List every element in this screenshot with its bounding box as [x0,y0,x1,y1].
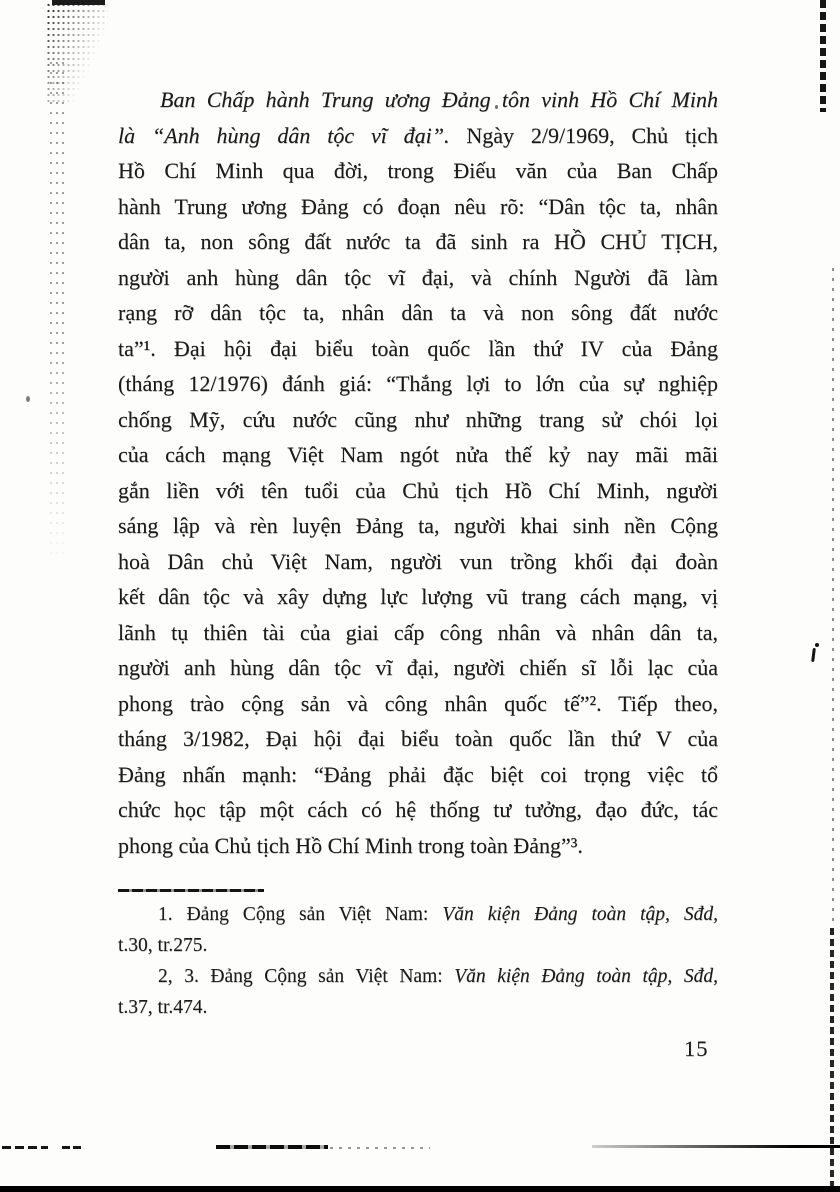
scan-dash-bottom-2 [62,1146,83,1149]
scan-bottom-bar [0,1186,840,1192]
text-segment: phong của Chủ tịch Hồ Chí Minh trong toàn Đảng”³. [118,832,583,858]
text-segment: Ban Chấp hành Trung ương Đảng tôn vinh Hồ Chí Minh [160,87,718,112]
text-line [118,615,718,651]
text-segment: t.37, tr.474. [118,997,208,1018]
footnote-line [118,992,718,1023]
text-line [118,792,718,828]
scan-dots-right-upper [832,268,834,928]
text-segment: của cách mạng Việt Nam ngót nửa thế kỷ nay mãi mãi [118,442,718,467]
text-line [118,153,718,189]
text-segment: hoà Dân chủ Việt Nam, người vun trồng khối đại đoàn [118,548,718,574]
text-segment: Hồ Chí Minh qua đời, trong Điếu văn của Ban Chấp [118,158,718,183]
page-number: 15 [684,1036,709,1061]
scan-ink-stroke [811,648,816,662]
text-segment: 1. Đảng Cộng sản Việt Nam: [158,904,443,925]
scan-dash-bottom-4 [330,1147,430,1149]
text-segment: người anh hùng dân tộc vĩ đại, người chiến sĩ lỗi lạc của [118,655,718,680]
text-line [118,260,718,296]
text-line [118,366,718,402]
scan-dash-top-right [820,0,826,112]
text-line [118,508,718,544]
text-segment: rạng rỡ dân tộc ta, nhân dân ta và non sông đất nước [118,300,718,325]
footnote-separator [118,889,264,892]
text-line [118,544,718,580]
text-line [118,82,718,118]
scan-ink-mark-right [810,643,819,664]
text-line [118,118,718,154]
text-line [118,437,718,473]
scan-speck-left [26,396,30,402]
text-segment: hành Trung ương Đảng có đoạn nêu rõ: “Dân tộc ta, nhân [118,193,718,219]
text-segment: t.30, tr.275. [118,935,208,956]
text-segment: phong trào cộng sản và công nhân quốc tế”². Tiếp theo, [118,690,718,716]
text-segment: ta”¹. Đại hội đại biểu toàn quốc lần thứ IV của Đảng [118,335,718,361]
text-segment: lãnh tụ thiên tài của giai cấp công nhân và nhân dân ta, [118,619,718,645]
text-segment: Văn kiện Đảng toàn tập, Sđd, [442,904,719,925]
scan-dash-bottom-5 [592,1145,840,1148]
text-segment: chống Mỹ, cứu nước cũng như những trang sử chói lọi [118,406,718,432]
scan-dash-bottom-3 [216,1145,328,1149]
text-line [118,579,718,615]
text-segment: chức học tập một cách có hệ thống tư tưởng, đạo đức, tác [118,797,718,822]
text-line [118,402,718,438]
text-segment: người anh hùng dân tộc vĩ đại, và chính Người đã làm [118,264,718,290]
text-segment: kết dân tộc và xây dựng lực lượng vũ trang cách mạng, vị [118,584,718,609]
text-line [118,721,718,757]
scan-dots-right-lower [830,928,834,1192]
text-segment: Đảng nhấn mạnh: “Đảng phải đặc biệt coi trọng việc tổ [118,761,718,787]
text-line [118,828,718,864]
text-segment: Văn kiện Đảng toàn tập, Sđd, [454,966,719,987]
text-segment: gắn liền với tên tuổi của Chủ tịch Hồ Chí Minh, người [118,477,718,503]
text-segment: Ngày 2/9/1969, Chủ tịch [466,122,718,148]
text-line [118,686,718,722]
scan-speckle-trail [48,58,64,568]
text-line [118,650,718,686]
text-line [118,189,718,225]
footnote-line [118,930,718,961]
footnote-block [118,899,718,1023]
text-segment: 2, 3. Đảng Cộng sản Việt Nam: [158,966,455,987]
text-segment: (tháng 12/1976) đánh giá: “Thắng lợi to lớn của sự nghiệp [118,371,718,396]
text-line [118,295,718,331]
text-segment: dân ta, non sông đất nước ta đã sinh ra HỒ CHỦ TỊCH, [118,229,718,254]
text-line [118,331,718,367]
scan-ink-dot [815,643,819,647]
scan-dash-bottom-1 [2,1146,48,1149]
text-segment: là “Anh hùng dân tộc vĩ đại”. [118,122,467,148]
footnote-line [118,899,718,930]
body-paragraph [118,82,718,863]
text-segment: sáng lập và rèn luyện Đảng ta, người khai sinh nền Cộng [118,513,718,538]
text-line [118,224,718,260]
text-segment: tháng 3/1982, Đại hội đại biểu toàn quốc lần thứ V của [118,726,718,751]
text-line [118,473,718,509]
text-line [118,757,718,793]
footnote-line [118,961,718,992]
